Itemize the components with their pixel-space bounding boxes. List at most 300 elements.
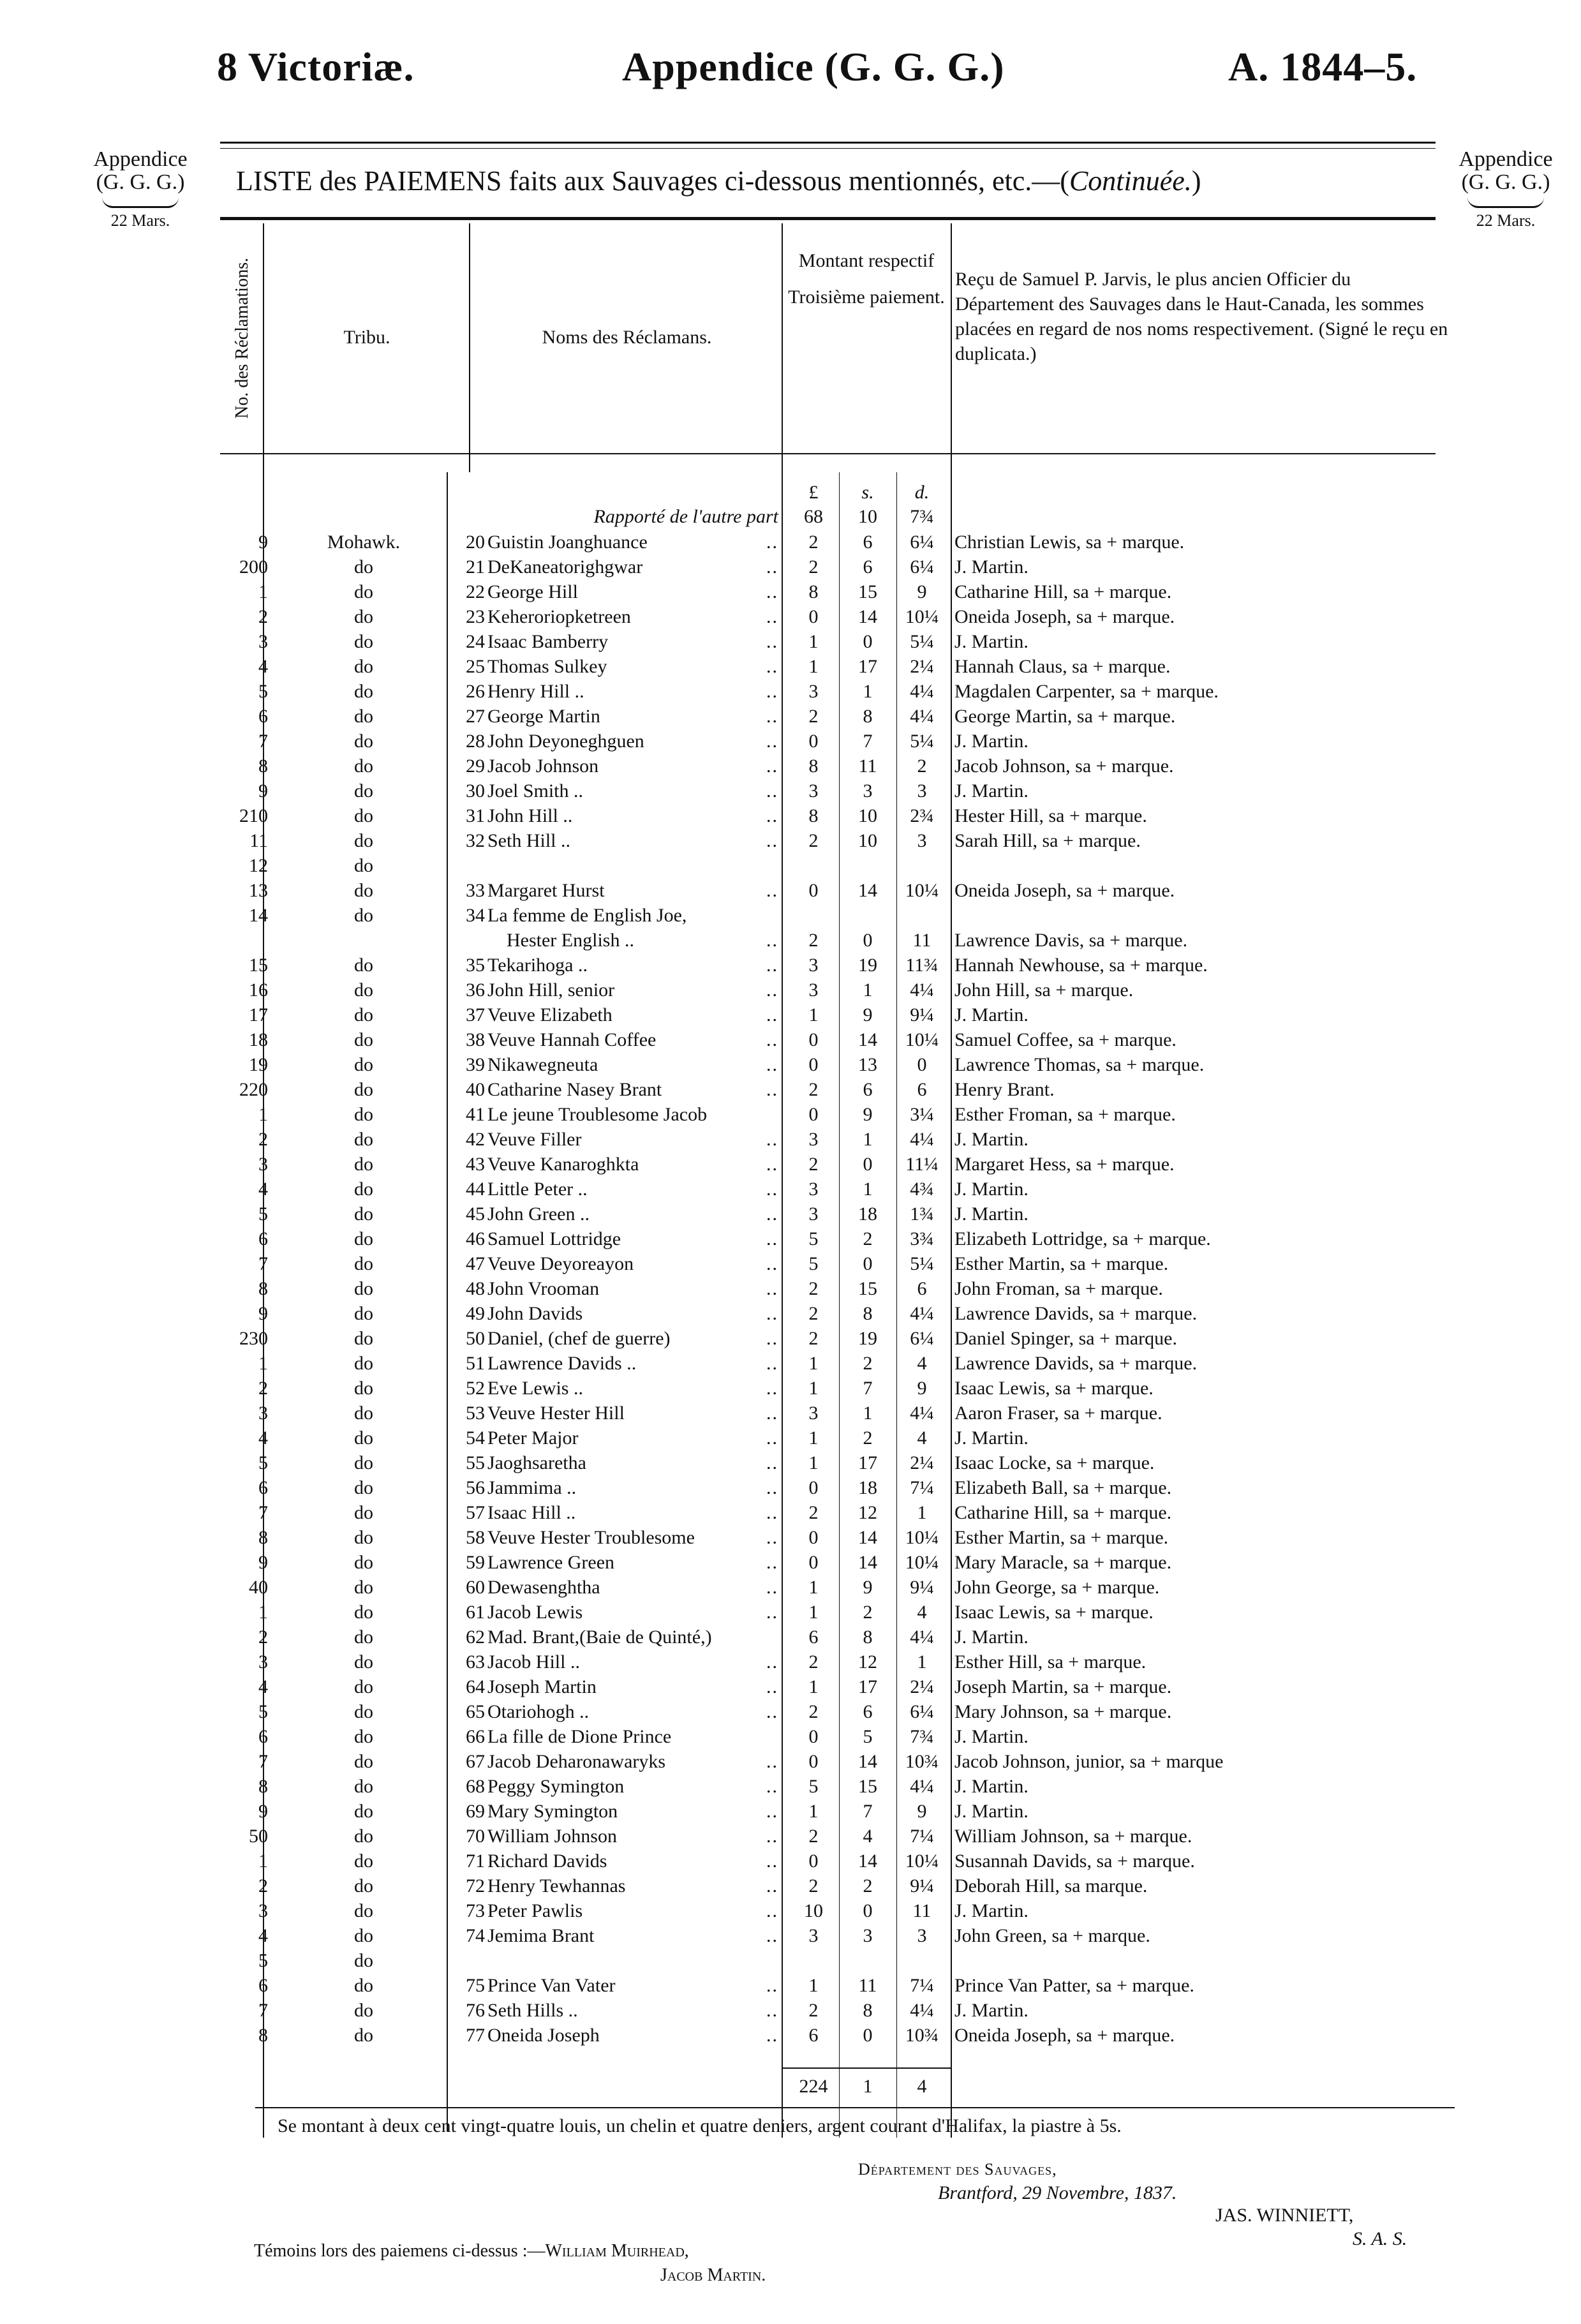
side-left-flourish (102, 197, 179, 208)
amount-shillings: 2 (863, 1427, 873, 1449)
amount-pounds: 1 (808, 1353, 819, 1374)
claimant-name: Dewasenghtha (487, 1577, 600, 1598)
tribe: do (354, 1900, 373, 1921)
receipt-signature: Catharine Hill, sa + marque. (954, 581, 1172, 602)
amount-pence: 9 (917, 581, 927, 602)
entry-number: 45 (466, 1203, 485, 1225)
carried-row (0, 504, 1581, 529)
entry-number: 59 (466, 1552, 485, 1573)
receipt-signature: Mary Maracle, sa + marque. (954, 1552, 1172, 1573)
entry-number: 38 (466, 1029, 485, 1050)
amount-pounds: 2 (808, 556, 819, 577)
tribe: do (354, 1452, 373, 1473)
side-left-line2: (G. G. G.) (96, 170, 185, 194)
entry-number: 73 (466, 1900, 485, 1921)
leader-dots: .. (766, 1701, 778, 1722)
table-row (0, 754, 1581, 778)
table-row (0, 1849, 1581, 1873)
amount-shillings: 0 (863, 1154, 873, 1175)
tribe: do (354, 830, 373, 851)
tribe: do (354, 681, 373, 702)
amount-pence: 4 (917, 1602, 927, 1623)
receipt-signature: Hester Hill, sa + marque. (954, 805, 1147, 826)
title-close: ) (1191, 165, 1201, 197)
amount-shillings: 1 (863, 1403, 873, 1424)
receipt-signature: J. Martin. (954, 780, 1028, 801)
leader-dots: .. (766, 731, 778, 752)
entry-number: 40 (466, 1079, 485, 1100)
table-row (0, 1749, 1581, 1774)
claim-number: 3 (258, 1403, 268, 1424)
claimant-name: Hester English .. (487, 930, 634, 951)
entry-number: 37 (466, 1004, 485, 1025)
amount-pounds: 0 (808, 1726, 819, 1747)
tribe: do (354, 1701, 373, 1722)
leader-dots: .. (766, 1328, 778, 1349)
claimant-name: Jemima Brant (487, 1925, 595, 1946)
claimant-name: Lawrence Davids .. (487, 1353, 637, 1374)
amount-pence: 3 (917, 830, 927, 851)
total-shillings: 1 (863, 2076, 873, 2097)
receipt-signature: J. Martin. (954, 731, 1028, 752)
receipt-signature: Sarah Hill, sa + marque. (954, 830, 1141, 851)
entry-number: 72 (466, 1875, 485, 1896)
carried-label: Rapporté de l'autre part (593, 506, 778, 527)
receipt-signature: J. Martin. (954, 1900, 1028, 1921)
entry-number: 26 (466, 681, 485, 702)
unit-shillings: s. (861, 482, 874, 503)
claimant-name: Thomas Sulkey (487, 656, 607, 677)
receipt-signature: Christian Lewis, sa + marque. (954, 532, 1185, 553)
amount-pounds: 3 (808, 955, 819, 976)
amount-shillings: 14 (858, 606, 877, 627)
receipt-signature: J. Martin. (954, 556, 1028, 577)
claimant-name: Joseph Martin (487, 1676, 597, 1697)
receipt-signature: Oneida Joseph, sa + marque. (954, 606, 1175, 627)
side-right-line2: (G. G. G.) (1461, 170, 1550, 194)
entry-number: 44 (466, 1179, 485, 1200)
claimant-name: Keherorioрketreen (487, 606, 631, 627)
amount-pence: 10¼ (905, 1029, 939, 1050)
table-row (0, 1625, 1581, 1650)
leader-dots: .. (766, 1751, 778, 1772)
claim-number: 9 (258, 1303, 268, 1324)
amount-pounds: 3 (808, 1203, 819, 1225)
col-header-noms: Noms des Réclamans. (542, 327, 712, 348)
entry-number: 50 (466, 1328, 485, 1349)
tribe: do (354, 1079, 373, 1100)
amount-pounds: 0 (808, 1054, 819, 1075)
amount-shillings: 18 (858, 1477, 877, 1498)
tribe: do (354, 1627, 373, 1648)
leader-dots: .. (766, 1054, 778, 1075)
tribe: do (354, 706, 373, 727)
claimant-name: Isaac Hill .. (487, 1502, 576, 1523)
amount-shillings: 8 (863, 1627, 873, 1648)
amount-shillings: 14 (858, 880, 877, 901)
receipt-signature: Elizabeth Ball, sa + marque. (954, 1477, 1172, 1498)
side-note-right (1439, 148, 1573, 230)
receipt-signature: John Froman, sa + marque. (954, 1278, 1163, 1299)
amount-shillings: 12 (858, 1651, 877, 1672)
claim-number: 5 (258, 681, 268, 702)
amount-pounds: 5 (808, 1228, 819, 1249)
amount-pence: 4 (917, 1353, 927, 1374)
amount-pounds: 1 (808, 1452, 819, 1473)
claimant-name: George Martin (487, 706, 600, 727)
leader-dots: .. (766, 1477, 778, 1498)
entry-number: 33 (466, 880, 485, 901)
amount-pence: 7¼ (910, 1826, 934, 1847)
tribe: do (354, 556, 373, 577)
claim-number: 9 (258, 1552, 268, 1573)
amount-pence: 2¼ (910, 1676, 934, 1697)
claimant-name: John Green .. (487, 1203, 590, 1225)
amount-shillings: 11 (858, 756, 877, 777)
claim-number: 18 (249, 1029, 268, 1050)
leader-dots: .. (766, 1577, 778, 1598)
receipt-signature: Hannah Claus, sa + marque. (954, 656, 1171, 677)
claimant-name: Oneida Joseph (487, 2025, 600, 2046)
entry-number: 67 (466, 1751, 485, 1772)
table-row (0, 1226, 1581, 1251)
amount-shillings: 1 (863, 1129, 873, 1150)
table-row (0, 704, 1581, 729)
entry-number: 64 (466, 1676, 485, 1697)
claimant-name: Peggy Symington (487, 1776, 625, 1797)
tribe: do (354, 1676, 373, 1697)
total-rule (782, 2067, 951, 2069)
amount-shillings: 6 (863, 1079, 873, 1100)
claimant-name: Catharine Nasey Brant (487, 1079, 662, 1100)
amount-shillings: 15 (858, 1278, 877, 1299)
receipt-signature: J. Martin. (954, 1726, 1028, 1747)
top-rule (220, 142, 1436, 144)
receipt-signature: Susannah Davids, sa + marque. (954, 1851, 1195, 1872)
carried-shillings: 10 (858, 506, 877, 527)
amount-pounds: 8 (808, 805, 819, 826)
amount-pounds: 2 (808, 1154, 819, 1175)
leader-dots: .. (766, 2000, 778, 2021)
table-row (0, 953, 1581, 978)
entry-number: 70 (466, 1826, 485, 1847)
receipt-signature: George Martin, sa + marque. (954, 706, 1176, 727)
table-row (0, 1923, 1581, 1948)
amount-pence: 2 (917, 756, 927, 777)
amount-shillings: 1 (863, 980, 873, 1001)
table-row (0, 729, 1581, 754)
table-row (0, 1251, 1581, 1276)
claim-number: 19 (249, 1054, 268, 1075)
claim-number: 50 (249, 1826, 268, 1847)
tribe: do (354, 1651, 373, 1672)
amount-shillings: 1 (863, 1179, 873, 1200)
table-row (0, 903, 1581, 928)
bottom-rule (255, 2107, 1455, 2108)
entry-number: 71 (466, 1851, 485, 1872)
leader-dots: .. (766, 830, 778, 851)
amount-shillings: 15 (858, 581, 877, 602)
table-row (0, 1674, 1581, 1699)
entry-number: 58 (466, 1527, 485, 1548)
tribe: do (354, 1228, 373, 1249)
claimant-name: Seth Hills .. (487, 2000, 578, 2021)
amount-shillings: 6 (863, 1701, 873, 1722)
amount-pence: 6¼ (910, 1328, 934, 1349)
title-rule (220, 217, 1436, 220)
table-row (0, 1102, 1581, 1127)
claim-number: 4 (258, 656, 268, 677)
entry-number: 77 (466, 2025, 485, 2046)
tribe: do (354, 1577, 373, 1598)
amount-pence: 2¼ (910, 656, 934, 677)
amount-pounds: 6 (808, 2025, 819, 2046)
amount-pence: 4¼ (910, 1776, 934, 1797)
leader-dots: .. (766, 805, 778, 826)
claimant-name: Lawrence Green (487, 1552, 615, 1573)
tribe: do (354, 2000, 373, 2021)
tribe: do (354, 656, 373, 677)
leader-dots: .. (766, 1179, 778, 1200)
top-rule-thin (220, 148, 1436, 149)
receipt-signature: Esther Martin, sa + marque. (954, 1527, 1169, 1548)
amount-pence: 7¾ (910, 1726, 934, 1747)
amount-pence: 4¾ (910, 1179, 934, 1200)
claimant-name: John Hill .. (487, 805, 573, 826)
leader-dots: .. (766, 1228, 778, 1249)
tribe: do (354, 1253, 373, 1274)
claimant-name: Tekarihoga .. (487, 955, 588, 976)
receipt-signature: J. Martin. (954, 1776, 1028, 1797)
claim-number: 17 (249, 1004, 268, 1025)
amount-shillings: 6 (863, 532, 873, 553)
amount-pounds: 2 (808, 1701, 819, 1722)
table-row (0, 1824, 1581, 1849)
leader-dots: .. (766, 2025, 778, 2046)
tribe: do (354, 1776, 373, 1797)
claim-number: 210 (239, 805, 268, 826)
tribe: do (354, 1875, 373, 1896)
col-header-montant: Montant respectif Troisième paiement. (788, 250, 945, 308)
tribe: do (354, 855, 373, 876)
amount-shillings: 0 (863, 2025, 873, 2046)
col-header-tribu: Tribu. (343, 327, 390, 348)
amount-pounds: 1 (808, 1801, 819, 1822)
receipt-signature: Hannah Newhouse, sa + marque. (954, 955, 1208, 976)
amount-pounds: 2 (808, 1079, 819, 1100)
claimant-name: Jacob Hill .. (487, 1651, 580, 1672)
amount-pence: 9 (917, 1378, 927, 1399)
claimant-name: Le jeune Troublesome Jacob (487, 1104, 708, 1125)
table-row (0, 1276, 1581, 1301)
leader-dots: .. (766, 780, 778, 801)
tribe: do (354, 1552, 373, 1573)
amount-pence: 0 (917, 1054, 927, 1075)
amount-pence: 2¼ (910, 1452, 934, 1473)
leader-dots: .. (766, 1502, 778, 1523)
receipt-signature: Mary Johnson, sa + marque. (954, 1701, 1172, 1722)
amount-pence: 3 (917, 1925, 927, 1946)
claim-number: 4 (258, 1925, 268, 1946)
amount-pence: 6¼ (910, 556, 934, 577)
claimant-name: Henry Tewhannas (487, 1875, 626, 1896)
leader-dots: .. (766, 1353, 778, 1374)
tribe: do (354, 1278, 373, 1299)
leader-dots: .. (766, 631, 778, 652)
claimant-name: Joel Smith .. (487, 780, 584, 801)
leader-dots: .. (766, 1452, 778, 1473)
table-row (0, 1973, 1581, 1998)
amount-pounds: 3 (808, 980, 819, 1001)
table-row (0, 1052, 1581, 1077)
amount-pence: 10¾ (905, 1751, 939, 1772)
leader-dots: .. (766, 1602, 778, 1623)
amount-pounds: 2 (808, 1826, 819, 1847)
side-right-flourish (1467, 197, 1544, 208)
tribe: do (354, 1950, 373, 1971)
receipt-signature: Jacob Johnson, sa + marque. (954, 756, 1174, 777)
claimant-name: Isaac Bamberry (487, 631, 609, 652)
tribe: do (354, 955, 373, 976)
amount-shillings: 0 (863, 930, 873, 951)
claim-number: 16 (249, 980, 268, 1001)
leader-dots: .. (766, 1676, 778, 1697)
claim-number: 5 (258, 1452, 268, 1473)
amount-pounds: 1 (808, 1676, 819, 1697)
claimant-name: Seth Hill .. (487, 830, 571, 851)
leader-dots: .. (766, 880, 778, 901)
entry-number: 24 (466, 631, 485, 652)
tribe: do (354, 1004, 373, 1025)
amount-pounds: 2 (808, 1328, 819, 1349)
amount-shillings: 1 (863, 681, 873, 702)
amount-shillings: 17 (858, 1452, 877, 1473)
claim-number: 2 (258, 606, 268, 627)
witnesses-label: Témoins lors des paiemens ci-dessus :— (254, 2241, 546, 2261)
claimant-name: La fille de Dione Prince (487, 1726, 672, 1747)
leader-dots: .. (766, 1378, 778, 1399)
amount-pence: 5¼ (910, 631, 934, 652)
amount-pounds: 2 (808, 930, 819, 951)
receipt-signature: Samuel Coffee, sa + marque. (954, 1029, 1176, 1050)
amount-shillings: 2 (863, 1602, 873, 1623)
claim-number: 9 (258, 780, 268, 801)
amount-shillings: 6 (863, 556, 873, 577)
table-row (0, 978, 1581, 1002)
amount-pence: 9¼ (910, 1577, 934, 1598)
entry-number: 43 (466, 1154, 485, 1175)
amount-shillings: 10 (858, 830, 877, 851)
table-row (0, 1450, 1581, 1475)
amount-shillings: 8 (863, 2000, 873, 2021)
receipt-signature: Margaret Hess, sa + marque. (954, 1154, 1175, 1175)
tribe: do (354, 1726, 373, 1747)
header-right: A. 1844–5. (1228, 44, 1418, 89)
leader-dots: .. (766, 1801, 778, 1822)
receipt-signature: John Hill, sa + marque. (954, 980, 1134, 1001)
leader-dots: .. (766, 1776, 778, 1797)
entry-number: 60 (466, 1577, 485, 1598)
table-row (0, 1027, 1581, 1052)
amount-pounds: 3 (808, 1925, 819, 1946)
carried-pence: 7¾ (910, 506, 934, 527)
amount-shillings: 9 (863, 1004, 873, 1025)
claimant-name: Margaret Hurst (487, 880, 605, 901)
table-row (0, 1774, 1581, 1799)
claim-number: 4 (258, 1676, 268, 1697)
tribe: do (354, 1527, 373, 1548)
receipt-signature: J. Martin. (954, 1627, 1028, 1648)
amount-shillings: 0 (863, 1253, 873, 1274)
table-row (0, 878, 1581, 903)
total-row (0, 2074, 1581, 2099)
claimant-name: Nikawegneuta (487, 1054, 598, 1075)
entry-number: 57 (466, 1502, 485, 1523)
claim-number: 1 (258, 1602, 268, 1623)
tribe: do (354, 1378, 373, 1399)
col-header-rec-text: No. des Réclamations. (232, 258, 252, 419)
amount-pence: 11¾ (905, 955, 939, 976)
entry-number: 21 (466, 556, 485, 577)
tribe: do (354, 1054, 373, 1075)
claim-number: 3 (258, 1154, 268, 1175)
table-row (0, 1600, 1581, 1625)
amount-shillings: 15 (858, 1776, 877, 1797)
receipt-signature: Elizabeth Lottridge, sa + marque. (954, 1228, 1211, 1249)
entry-number: 41 (466, 1104, 485, 1125)
amount-pence: 3 (917, 780, 927, 801)
amount-pence: 6¼ (910, 1701, 934, 1722)
tribe: do (354, 1801, 373, 1822)
claim-number: 6 (258, 1477, 268, 1498)
claimant-name: Veuve Hannah Coffee (487, 1029, 657, 1050)
claimant-name: George Hill (487, 581, 578, 602)
receipt-signature: Prince Van Patter, sa + marque. (954, 1975, 1194, 1996)
claim-number: 2 (258, 1129, 268, 1150)
claimant-name: Veuve Deyoreayon (487, 1253, 634, 1274)
claimant-name: Veuve Hester Hill (487, 1403, 625, 1424)
claim-number: 200 (239, 556, 268, 577)
amount-pounds: 0 (808, 1552, 819, 1573)
title-main: LISTE des PAIEMENS faits aux Sauvages ci-dessous mentionnés, etc.—( (236, 165, 1069, 197)
claim-number: 6 (258, 1228, 268, 1249)
amount-pence: 4¼ (910, 706, 934, 727)
amount-shillings: 11 (858, 1975, 877, 1996)
entry-number: 34 (466, 905, 485, 926)
amount-pounds: 2 (808, 532, 819, 553)
claimant-name: Peter Major (487, 1427, 579, 1449)
side-left-line1: Appendice (93, 147, 188, 171)
col-line-tribu (469, 223, 470, 472)
amount-pounds: 2 (808, 1502, 819, 1523)
claimant-name: Jacob Lewis (487, 1602, 583, 1623)
leader-dots: .. (766, 706, 778, 727)
claim-number: 2 (258, 1627, 268, 1648)
amount-shillings: 18 (858, 1203, 877, 1225)
amount-shillings: 10 (858, 805, 877, 826)
tribe: do (354, 606, 373, 627)
amount-pounds: 2 (808, 2000, 819, 2021)
amount-shillings: 3 (863, 780, 873, 801)
amount-pounds: 2 (808, 706, 819, 727)
leader-dots: .. (766, 980, 778, 1001)
entry-number: 76 (466, 2000, 485, 2021)
claim-number: 8 (258, 2025, 268, 2046)
amount-pence: 9 (917, 1801, 927, 1822)
claimant-name: Mad. Brant,(Baie de Quinté,) (487, 1627, 712, 1648)
claimant-name: Prince Van Vater (487, 1975, 616, 1996)
table-row (0, 1948, 1581, 1973)
